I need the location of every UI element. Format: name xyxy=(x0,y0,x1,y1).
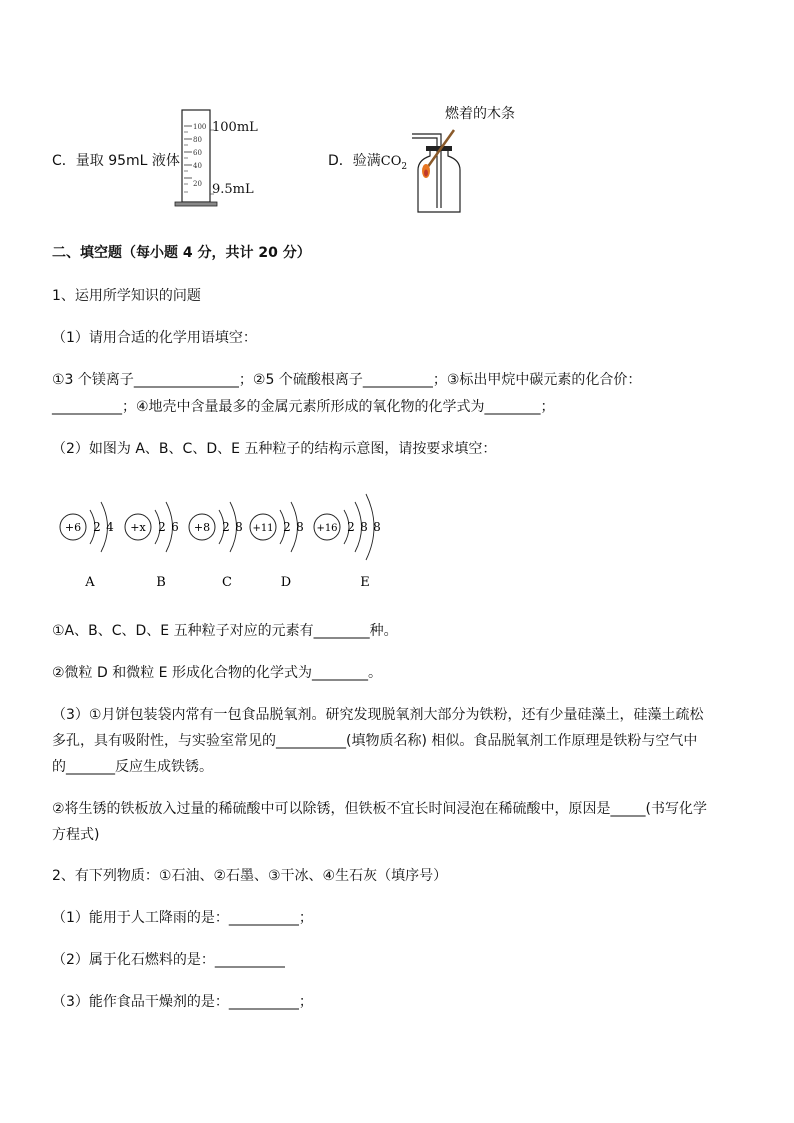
label-b: B xyxy=(156,575,166,590)
label-c: C xyxy=(222,575,232,590)
co2-subscript: 2 xyxy=(401,161,408,172)
shell-e-1: 2 xyxy=(347,520,355,534)
option-d-label xyxy=(328,150,407,172)
co2-formula: CO xyxy=(380,154,402,169)
tick-40: 40 xyxy=(193,162,202,170)
shell-e-2: 8 xyxy=(360,520,368,534)
atom-e xyxy=(314,494,381,590)
gas-bottle-figure xyxy=(408,126,478,216)
nucleus-d-charge: +11 xyxy=(252,523,274,534)
shell-b-1: 2 xyxy=(158,520,166,534)
atom-d xyxy=(250,502,304,590)
q1-part3-line1: （3）①月饼包装袋内常有一包食品脱氧剂。研究发现脱氧剂大部分为铁粉，还有少量硅藻土，硅藻土疏松 xyxy=(52,707,704,723)
cylinder-base xyxy=(175,202,217,206)
cylinder-top-label: 100mL xyxy=(212,120,258,135)
gas-bottle xyxy=(418,148,460,212)
shell-e-3: 8 xyxy=(373,520,381,534)
q1-part3-line3: 的_______反应生成铁锈。 xyxy=(52,759,213,775)
atom-structure-diagram xyxy=(50,480,410,590)
shell-c-2: 8 xyxy=(235,520,243,534)
tick-60: 60 xyxy=(193,149,202,157)
label-a: A xyxy=(85,575,95,590)
q1-part1-line2: __________；④地壳中含量最多的金属元素所形成的氧化物的化学式为________； xyxy=(52,399,555,415)
nucleus-e-charge: +16 xyxy=(316,523,338,534)
label-d: D xyxy=(280,575,292,590)
q2-title: 2、有下列物质：①石油、②石墨、③干冰、④生石灰（填序号） xyxy=(52,868,448,884)
shell-b-2: 6 xyxy=(171,520,179,534)
q2-answer-1: （1）能用于人工降雨的是：__________； xyxy=(52,910,313,926)
tick-20: 20 xyxy=(193,180,202,188)
nucleus-a-charge: +6 xyxy=(64,521,82,534)
q1-part3-line2: 多孔，具有吸附性，与实验室常见的__________(填物质名称) 相似。食品脱氧剂工作原理是铁粉与空气中 xyxy=(52,733,698,749)
shell-d-2: 8 xyxy=(296,520,304,534)
cylinder-bottom-label: 9.5mL xyxy=(212,182,254,197)
option-c-label: C．量取 95mL 液体 xyxy=(52,153,180,169)
q1-part2-intro: （2）如图为 A、B、C、D、E 五种粒子的结构示意图，请按要求填空： xyxy=(52,441,497,457)
q1-part3-line4: ②将生锈的铁板放入过量的稀硫酸中可以除锈，但铁板不宜长时间浸泡在稀硫酸中，原因是_____(书写化学 xyxy=(52,801,708,817)
tick-100: 100 xyxy=(193,123,207,131)
q1-part1-intro: （1）请用合适的化学用语填空： xyxy=(52,330,257,346)
atom-c xyxy=(189,502,243,590)
atom-a xyxy=(60,502,114,590)
shell-c-1: 2 xyxy=(222,520,230,534)
shell-a-2: 4 xyxy=(106,520,114,534)
nucleus-b-charge: +x xyxy=(130,521,146,534)
shell-a-1: 2 xyxy=(93,520,101,534)
atom-b xyxy=(125,502,179,590)
shell-d-1: 2 xyxy=(283,520,291,534)
q1-part3-line5: 方程式) xyxy=(52,827,100,843)
section-heading: 二、填空题（每小题 4 分，共计 20 分） xyxy=(52,245,311,261)
q1-part1-line1: ①3 个镁离子_______________；②5 个硫酸根离子__________；③标出甲烷中碳元素的化合价： xyxy=(52,372,642,388)
tick-80: 80 xyxy=(193,136,202,144)
option-d-text: D．验满 xyxy=(328,153,381,169)
q1-part2-q2: ②微粒 D 和微粒 E 形成化合物的化学式为________。 xyxy=(52,665,382,681)
burning-stick-caption: 燃着的木条 xyxy=(445,106,515,122)
nucleus-c-charge: +8 xyxy=(193,521,211,534)
q1-part2-q1: ①A、B、C、D、E 五种粒子对应的元素有________种。 xyxy=(52,623,398,639)
q2-answer-2: （2）属于化石燃料的是：__________ xyxy=(52,952,285,968)
q2-answer-3: （3）能作食品干燥剂的是：__________； xyxy=(52,994,313,1010)
q1-title: 1、运用所学知识的问题 xyxy=(52,288,201,304)
label-e: E xyxy=(360,575,370,590)
